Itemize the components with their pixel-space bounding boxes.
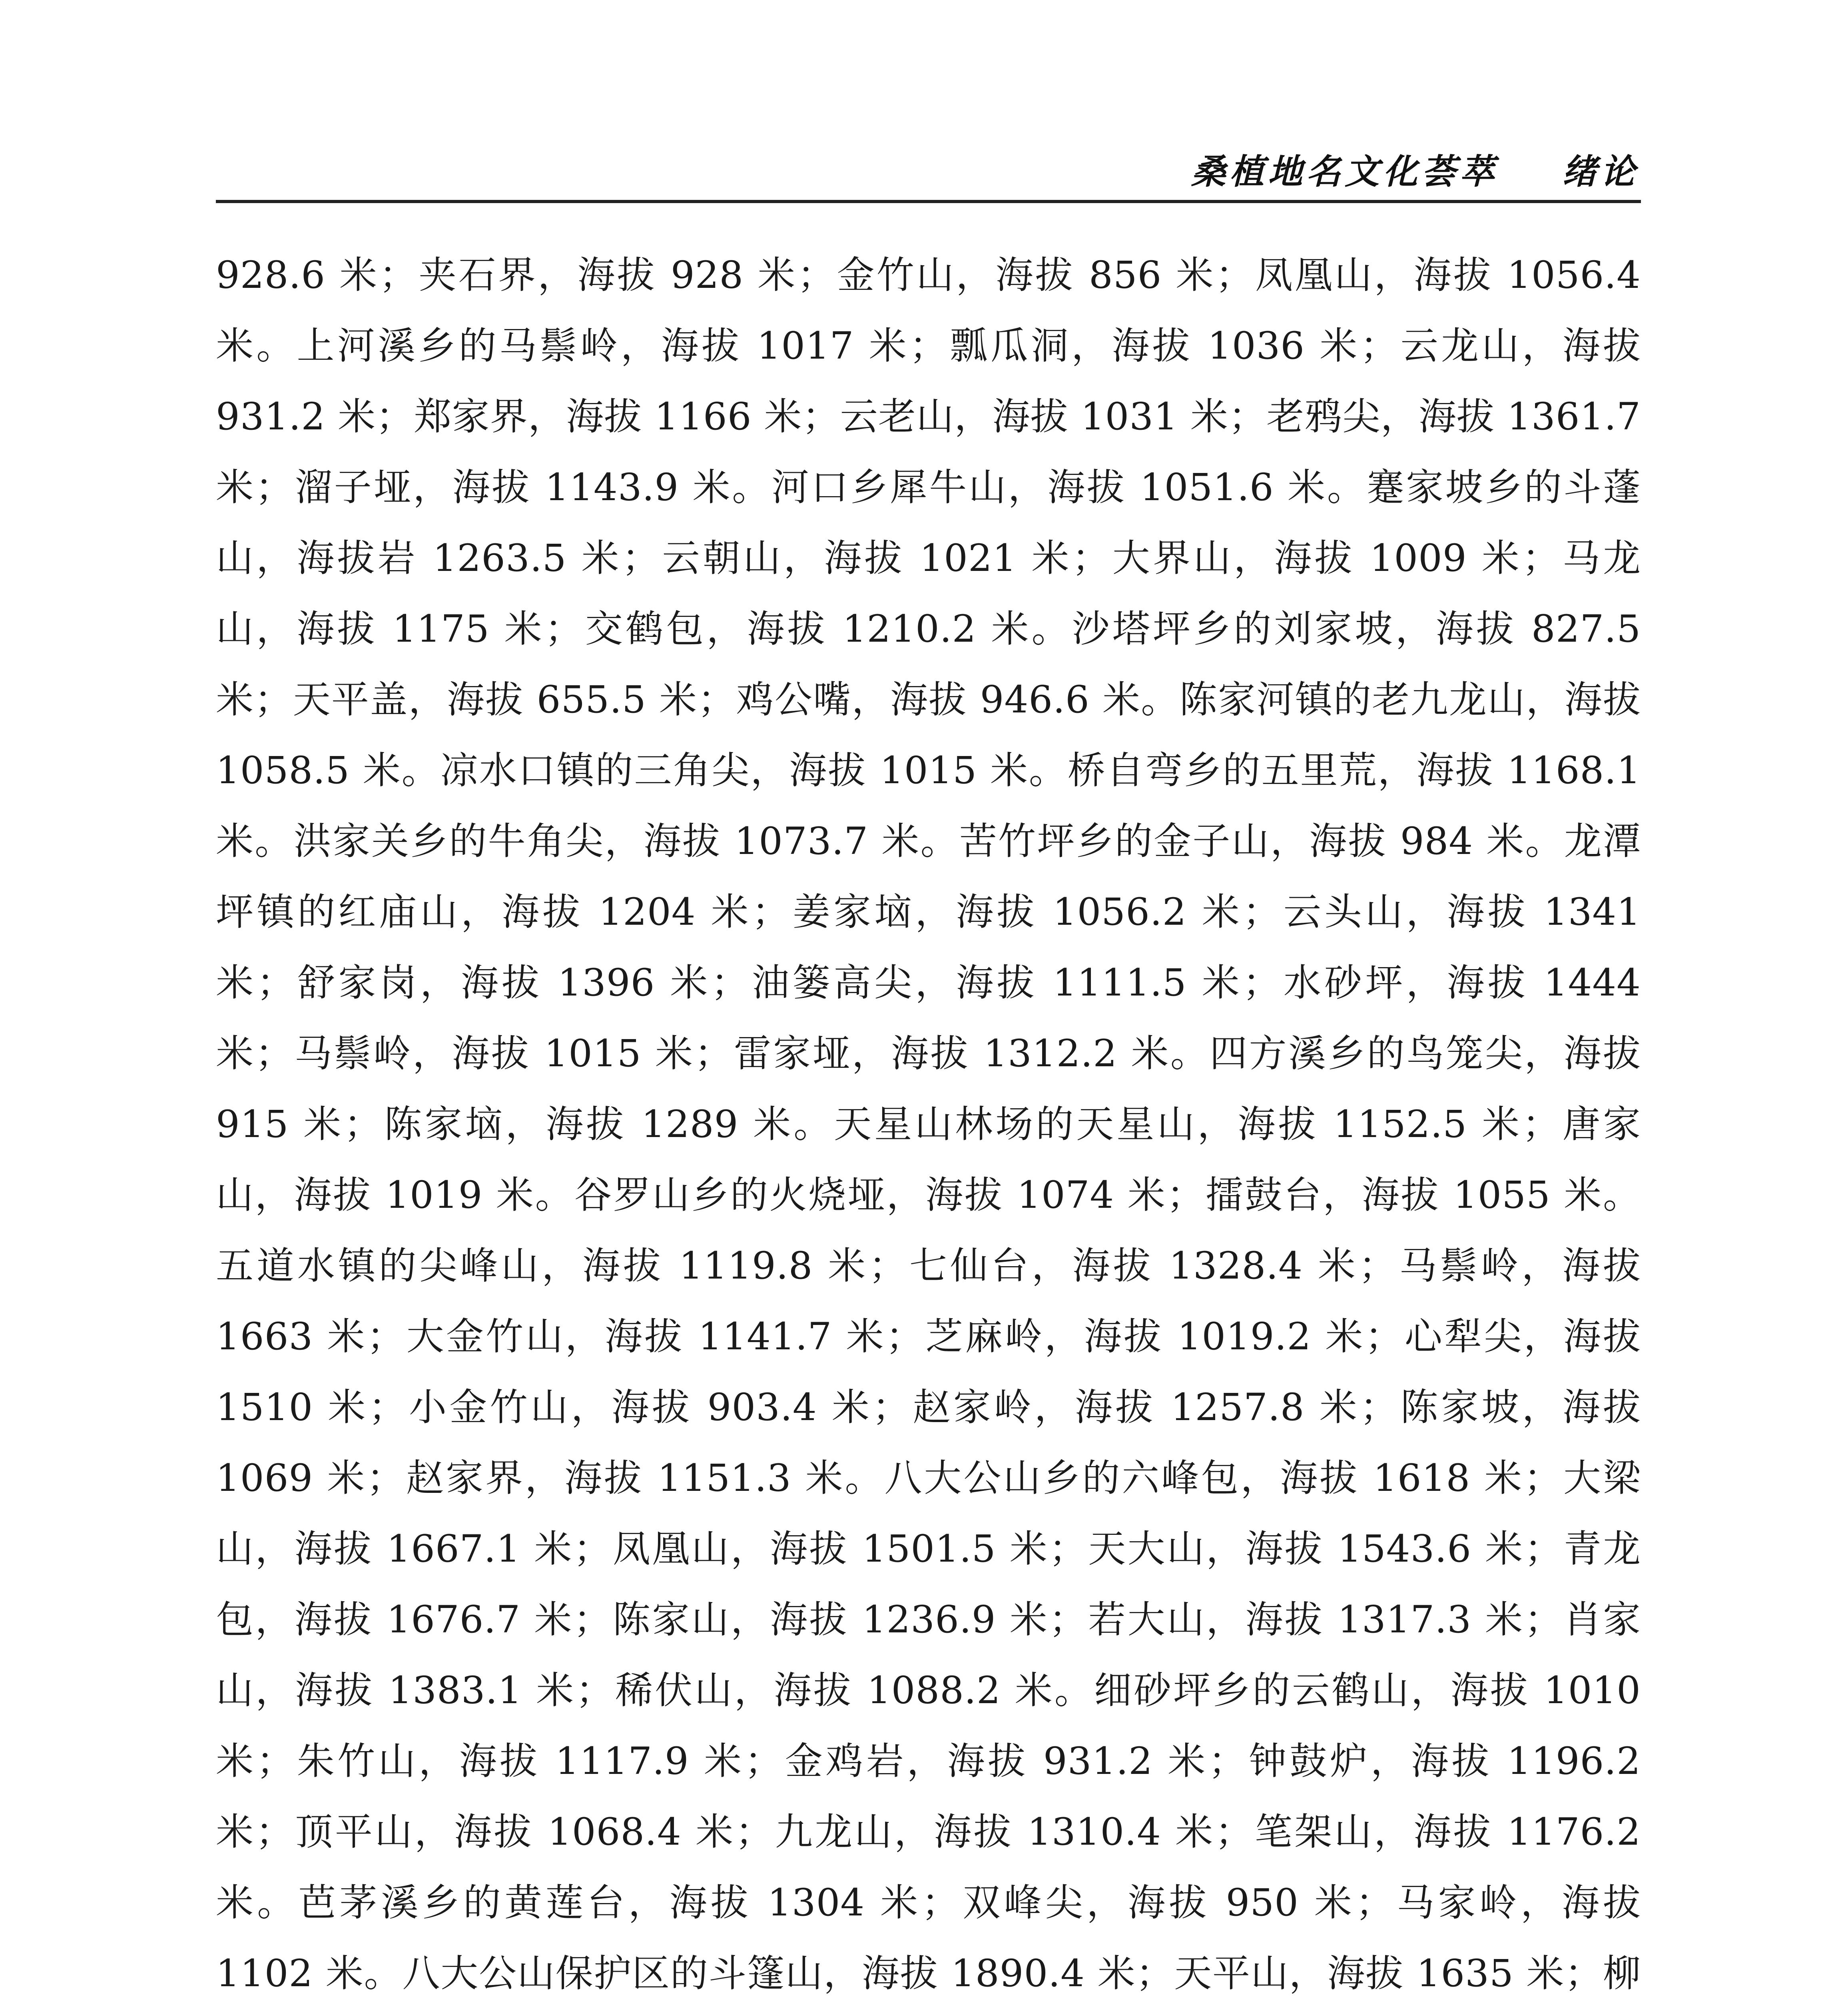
- chapter-title: 绪论: [1562, 152, 1639, 192]
- page-header: [216, 144, 1639, 204]
- book-title: 桑植地名文化荟萃: [1191, 152, 1498, 192]
- paragraph-mountain-list: 928.6 米；夹石界，海拔 928 米；金竹山，海拔 856 米；凤凰山，海拔 1056.4 米。上河溪乡的马鬃岭，海拔 1017 米；瓢瓜洞，海拔 1036 米；云龙山，海拔 931.2 米；郑家界，海拔 1166 米；云老山，海拔 1031 米；老鸦尖，海拔 1361.7 米；溜子垭，海拔 1143.9 米。河口乡犀牛山，海拔 1051.6 米。蹇家坡乡的斗蓬山，海拔岩 1263.5 米；云朝山，海拔 1021 米；大界山，海拔 1009 米；马龙山，海拔 1175 米；交鹤包，海拔 1210.2 米。沙塔坪乡的刘家坡，海拔 827.5 米；天平盖，海拔 655.5 米；鸡公嘴，海拔 946.6 米。陈家河镇的老九龙山，海拔 1058.5 米。凉水口镇的三角尖，海拔 1015 米。桥自弯乡的五里荒，海拔 1168.1 米。洪家关乡的牛角尖，海拔 1073.7 米。苦竹坪乡的金子山，海拔 984 米。龙潭坪镇的红庙山，海拔 1204 米；姜家垴，海拔 1056.2 米；云头山，海拔 1341 米；舒家岗，海拔 1396 米；油篓高尖，海拔 1111.5 米；水砂坪，海拔 1444 米；马鬃岭，海拔 1015 米；雷家垭，海拔 1312.2 米。四方溪乡的鸟笼尖，海拔 915 米；陈家垴，海拔 1289 米。天星山林场的天星山，海拔 1152.5 米；唐家山，海拔 1019 米。谷罗山乡的火烧垭，海拔 1074 米；擂鼓台，海拔 1055 米。五道水镇的尖峰山，海拔 1119.8 米；七仙台，海拔 1328.4 米；马鬃岭，海拔 1663 米；大金竹山，海拔 1141.7 米；芝麻岭，海拔 1019.2 米；心犁尖，海拔 1510 米；小金竹山，海拔 903.4 米；赵家岭，海拔 1257.8 米；陈家坡，海拔 1069 米；赵家界，海拔 1151.3 米。八大公山乡的六峰包，海拔 1618 米；大梁山，海拔 1667.1 米；凤凰山，海拔 1501.5 米；天大山，海拔 1543.6 米；青龙包，海拔 1676.7 米；陈家山，海拔 1236.9 米；若大山，海拔 1317.3 米；肖家山，海拔 1383.1 米；稀伏山，海拔 1088.2 米。细砂坪乡的云鹤山，海拔 1010 米；朱竹山，海拔 1117.9 米；金鸡岩，海拔 931.2 米；钟鼓炉，海拔 1196.2 米；顶平山，海拔 1068.4 米；九龙山，海拔 1310.4 米；笔架山，海拔 1176.2 米。芭茅溪乡的黄莲台，海拔 1304 米；双峰尖，海拔 950 米；马家岭，海拔 1102 米。八大公山保护区的斗篷山，海拔 1890.4 米；天平山，海拔 1635 米；柳: [216, 253, 1641, 1995]
- running-header: [1191, 144, 1639, 194]
- header-divider: [216, 200, 1641, 203]
- body-text: [216, 240, 1641, 1999]
